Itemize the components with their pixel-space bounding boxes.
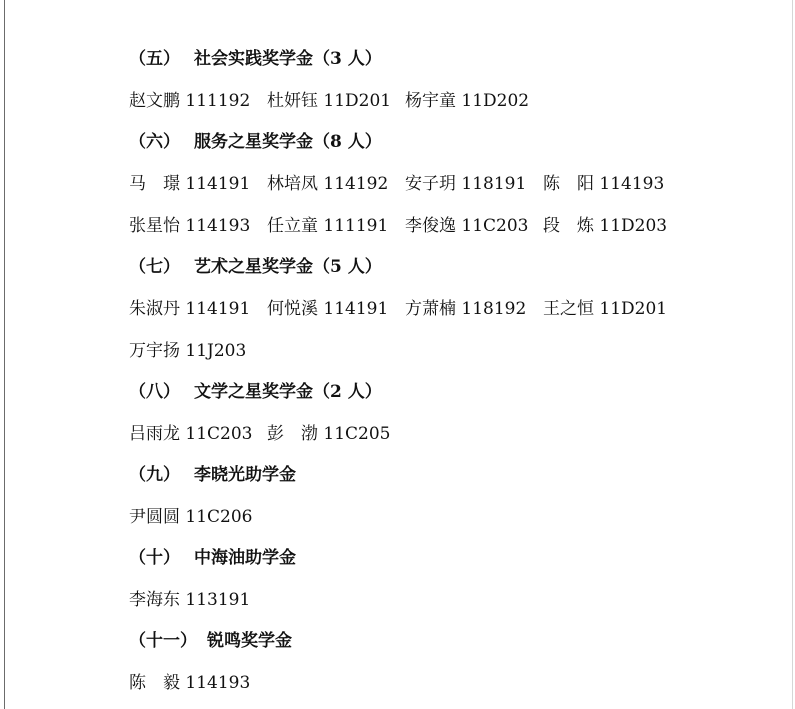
section-number: （六） <box>129 132 180 152</box>
recipient-entry: 吕雨龙 11C203 <box>129 424 253 444</box>
section-number: （八） <box>129 382 180 402</box>
recipient-entry: 张星怡 114193 <box>129 216 251 236</box>
recipient-entry: 方萧楠 118192 <box>405 299 527 319</box>
recipient-row <box>129 337 267 365</box>
recipient-entry: 尹圆圆 11C206 <box>129 507 253 527</box>
section-title: 社会实践奖学金（3 人） <box>194 49 382 69</box>
recipient-row <box>129 295 681 323</box>
section-number: （七） <box>129 257 180 277</box>
recipient-entry: 马 璟 114191 <box>129 174 251 194</box>
section-heading-social-practice <box>129 45 382 73</box>
recipient-entry: 李海东 113191 <box>129 590 251 610</box>
recipient-entry: 万宇扬 11J203 <box>129 341 247 361</box>
section-heading-cnooc-grant <box>129 544 296 572</box>
section-number: （五） <box>129 49 180 69</box>
section-title: 中海油助学金 <box>194 548 296 568</box>
recipient-entry: 朱淑丹 114191 <box>129 299 251 319</box>
section-heading-literature-star <box>129 378 382 406</box>
section-number: （九） <box>129 465 180 485</box>
recipient-row <box>129 212 681 240</box>
recipient-entry: 段 炼 11D203 <box>543 216 668 236</box>
section-heading-service-star <box>129 128 382 156</box>
recipient-entry: 安子玥 118191 <box>405 174 527 194</box>
section-heading-ruiming-scholarship <box>129 627 292 655</box>
page-left-border <box>4 0 5 709</box>
recipient-entry: 杨宇童 11D202 <box>405 91 530 111</box>
section-heading-lixiaoguang-grant <box>129 461 296 489</box>
recipient-entry: 彭 渤 11C205 <box>267 424 391 444</box>
recipient-entry: 林培凤 114192 <box>267 174 389 194</box>
section-heading-art-star <box>129 253 382 281</box>
recipient-entry: 赵文鹏 111192 <box>129 91 251 111</box>
page-right-border <box>792 0 793 709</box>
recipient-entry: 杜妍钰 11D201 <box>267 91 392 111</box>
section-title: 服务之星奖学金（8 人） <box>194 132 382 152</box>
recipient-row <box>129 87 543 115</box>
recipient-row <box>129 669 267 697</box>
recipient-row <box>129 503 267 531</box>
section-number: （十） <box>129 548 180 568</box>
section-title: 艺术之星奖学金（5 人） <box>194 257 382 277</box>
section-title: 李晓光助学金 <box>194 465 296 485</box>
recipient-entry: 何悦溪 114191 <box>267 299 389 319</box>
section-title: 文学之星奖学金（2 人） <box>194 382 382 402</box>
recipient-entry: 任立童 111191 <box>267 216 389 236</box>
recipient-entry: 陈 阳 114193 <box>543 174 665 194</box>
recipient-row <box>129 586 267 614</box>
recipient-entry: 陈 毅 114193 <box>129 673 251 693</box>
recipient-row <box>129 170 681 198</box>
recipient-row <box>129 420 405 448</box>
recipient-entry: 李俊逸 11C203 <box>405 216 529 236</box>
recipient-entry: 王之恒 11D201 <box>543 299 668 319</box>
section-number: （十一） <box>129 631 197 651</box>
section-title: 锐鸣奖学金 <box>207 631 292 651</box>
